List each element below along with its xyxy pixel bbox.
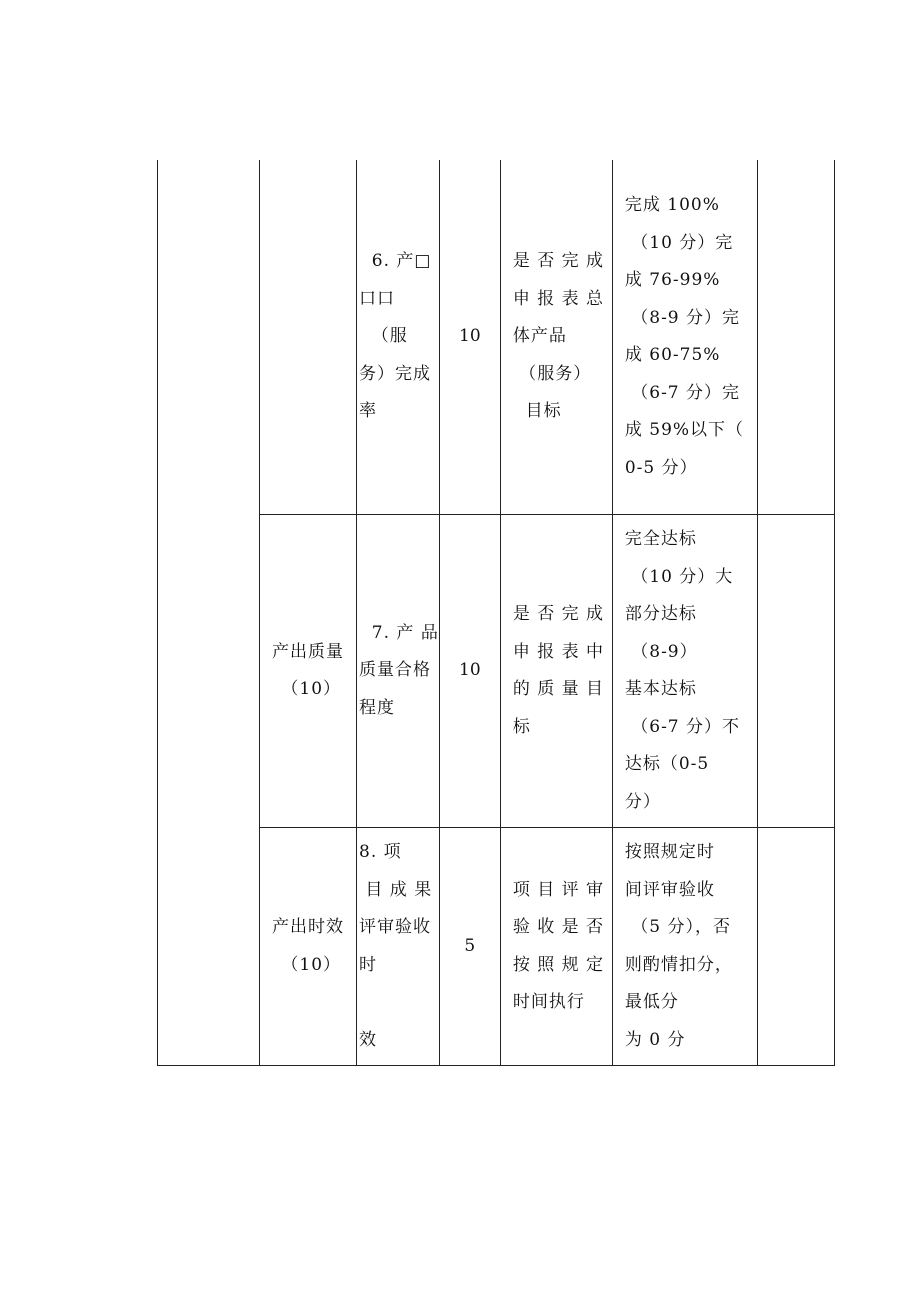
basis-cell	[500, 515, 612, 828]
table-row	[158, 828, 835, 1066]
evaluation-table	[157, 160, 835, 1066]
criterion-cell	[357, 515, 440, 828]
basis-cell	[500, 828, 612, 1066]
basis-text: 是 否 完 成 申 报 表 中 的 质 量 目 标	[512, 604, 605, 737]
score-cell	[439, 160, 500, 515]
sub-indicator-cell	[260, 515, 357, 828]
deduction-cell	[757, 515, 834, 828]
table-row	[158, 515, 835, 828]
deduction-cell	[757, 828, 834, 1066]
basis-text: 是 否 完 成 申 报 表 总 体产品 （服务） 目标	[512, 251, 605, 422]
deduction-cell	[757, 160, 834, 515]
sub-indicator-cell	[260, 160, 357, 515]
sub-indicator-text: 产出时效 （10）	[272, 917, 344, 975]
standard-text: 按照规定时 间评审验收 （5 分），否 则酌情扣分， 最低分 为 0 分	[624, 842, 733, 1050]
score-value: 10	[459, 326, 481, 347]
sub-indicator-text: 产出质量 （10）	[272, 641, 344, 699]
standard-text: 完成 100% （10 分）完 成 76-99% （8-9 分）完 成 60-75% （6-7 分）完 成 59%以下（ 0-5 分）	[624, 195, 745, 478]
standard-cell	[612, 160, 757, 515]
score-value: 10	[459, 660, 481, 681]
criterion-text: 7. 产 品 质量合格 程度	[359, 622, 439, 718]
standard-cell	[612, 515, 757, 828]
standard-cell	[612, 828, 757, 1066]
basis-text: 项 目 评 审 验 收 是 否 按 照 规 定 时间执行	[512, 879, 605, 1012]
criterion-text: 8. 项 目 成 果 评审验收 时 效	[359, 842, 433, 1050]
score-value: 5	[464, 935, 476, 956]
criterion-cell	[357, 160, 440, 515]
criterion-text: 6. 产□ 口口 （服 务）完成 率	[359, 251, 432, 422]
sub-indicator-cell	[260, 828, 357, 1066]
score-cell	[439, 515, 500, 828]
primary-indicator-cell	[158, 160, 260, 1066]
standard-text: 完全达标 （10 分）大 部分达标 （8-9） 基本达标 （6-7 分）不 达标（0-5 分）	[624, 529, 741, 812]
criterion-cell	[357, 828, 440, 1066]
basis-cell	[500, 160, 612, 515]
score-cell	[439, 828, 500, 1066]
table-row	[158, 160, 835, 515]
